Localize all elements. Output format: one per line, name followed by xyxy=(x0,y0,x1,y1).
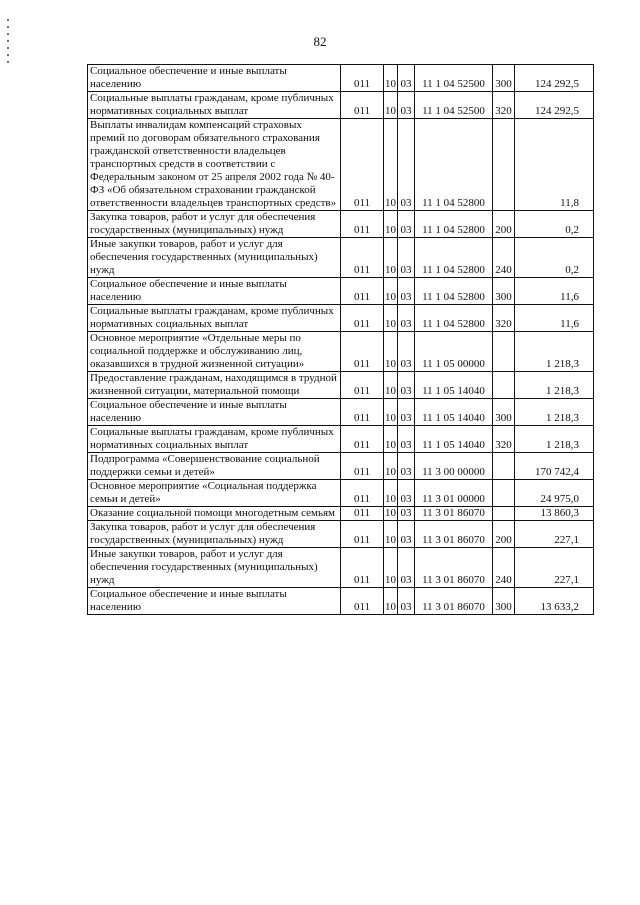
table-row xyxy=(88,119,594,211)
section-code-cell: 10 xyxy=(384,92,398,119)
target-article-cell: 11 3 01 00000 xyxy=(415,480,493,507)
admin-code-cell: 011 xyxy=(341,92,384,119)
subsection-code-cell: 03 xyxy=(398,238,415,278)
row-name-cell: Основное мероприятие «Отдельные меры по социальной поддержке и обслуживанию лиц, оказавшихся в трудной жизненной ситуации» xyxy=(88,332,341,372)
amount-cell: 13 860,3 xyxy=(515,507,594,521)
subsection-code-cell: 03 xyxy=(398,588,415,615)
target-article-cell: 11 1 05 14040 xyxy=(415,372,493,399)
table-row xyxy=(88,453,594,480)
target-article-cell: 11 1 04 52500 xyxy=(415,92,493,119)
admin-code-cell: 011 xyxy=(341,332,384,372)
admin-code-cell: 011 xyxy=(341,453,384,480)
row-name-cell: Предоставление гражданам, находящимся в трудной жизненной ситуации, материальной помощи xyxy=(88,372,341,399)
section-code-cell: 10 xyxy=(384,65,398,92)
expense-type-cell: 320 xyxy=(493,92,515,119)
row-name-cell: Основное мероприятие «Социальная поддержка семьи и детей» xyxy=(88,480,341,507)
section-code-cell: 10 xyxy=(384,119,398,211)
row-name-cell: Подпрограмма «Совершенствование социальной поддержки семьи и детей» xyxy=(88,453,341,480)
amount-cell: 227,1 xyxy=(515,548,594,588)
section-code-cell: 10 xyxy=(384,480,398,507)
amount-cell: 124 292,5 xyxy=(515,92,594,119)
expense-type-cell xyxy=(493,372,515,399)
expense-type-cell: 200 xyxy=(493,211,515,238)
section-code-cell: 10 xyxy=(384,548,398,588)
amount-cell: 1 218,3 xyxy=(515,426,594,453)
target-article-cell: 11 1 04 52800 xyxy=(415,211,493,238)
expense-type-cell xyxy=(493,453,515,480)
expense-type-cell: 320 xyxy=(493,305,515,332)
row-name-cell: Выплаты инвалидам компенсаций страховых премий по договорам обязательного страхования гражданской ответственности владельцев транспортных средств в соответствии с Федеральным законом от 25 апреля 2002 года № 40-ФЗ «Об обязательном страховании гражданской ответственности владельцев транспортных средств» xyxy=(88,119,341,211)
table-row xyxy=(88,211,594,238)
target-article-cell: 11 1 04 52800 xyxy=(415,238,493,278)
table-row xyxy=(88,332,594,372)
subsection-code-cell: 03 xyxy=(398,480,415,507)
amount-cell: 1 218,3 xyxy=(515,372,594,399)
expense-type-cell: 300 xyxy=(493,399,515,426)
subsection-code-cell: 03 xyxy=(398,548,415,588)
row-name-cell: Социальные выплаты гражданам, кроме публичных нормативных социальных выплат xyxy=(88,92,341,119)
page-number: 82 xyxy=(313,34,327,49)
section-code-cell: 10 xyxy=(384,305,398,332)
subsection-code-cell: 03 xyxy=(398,399,415,426)
row-name-cell: Оказание социальной помощи многодетным семьям xyxy=(88,507,341,521)
expense-type-cell: 300 xyxy=(493,65,515,92)
table-row xyxy=(88,305,594,332)
target-article-cell: 11 3 01 86070 xyxy=(415,521,493,548)
target-article-cell: 11 1 04 52800 xyxy=(415,305,493,332)
table-row xyxy=(88,548,594,588)
row-name-cell: Социальное обеспечение и иные выплаты населению xyxy=(88,278,341,305)
table-row xyxy=(88,588,594,615)
target-article-cell: 11 3 01 86070 xyxy=(415,507,493,521)
table-row xyxy=(88,372,594,399)
row-name-cell: Иные закупки товаров, работ и услуг для обеспечения государственных (муниципальных) нужд xyxy=(88,238,341,278)
amount-cell: 170 742,4 xyxy=(515,453,594,480)
section-code-cell: 10 xyxy=(384,453,398,480)
admin-code-cell: 011 xyxy=(341,65,384,92)
target-article-cell: 11 3 01 86070 xyxy=(415,548,493,588)
amount-cell: 24 975,0 xyxy=(515,480,594,507)
table-row xyxy=(88,507,594,521)
section-code-cell: 10 xyxy=(384,211,398,238)
target-article-cell: 11 1 04 52800 xyxy=(415,278,493,305)
section-code-cell: 10 xyxy=(384,238,398,278)
amount-cell: 13 633,2 xyxy=(515,588,594,615)
expense-type-cell xyxy=(493,480,515,507)
section-code-cell: 10 xyxy=(384,426,398,453)
section-code-cell: 10 xyxy=(384,278,398,305)
expense-type-cell: 300 xyxy=(493,278,515,305)
section-code-cell: 10 xyxy=(384,399,398,426)
subsection-code-cell: 03 xyxy=(398,305,415,332)
amount-cell: 0,2 xyxy=(515,211,594,238)
amount-cell: 124 292,5 xyxy=(515,65,594,92)
expense-type-cell xyxy=(493,119,515,211)
row-name-cell: Закупка товаров, работ и услуг для обеспечения государственных (муниципальных) нужд xyxy=(88,521,341,548)
admin-code-cell: 011 xyxy=(341,507,384,521)
table-row xyxy=(88,426,594,453)
section-code-cell: 10 xyxy=(385,507,396,519)
admin-code-cell: 011 xyxy=(341,305,384,332)
amount-cell: 11,6 xyxy=(515,278,594,305)
amount-cell: 227,1 xyxy=(515,521,594,548)
table-row xyxy=(88,399,594,426)
row-name-cell: Социальное обеспечение и иные выплаты населению xyxy=(88,588,341,615)
table-row xyxy=(88,238,594,278)
admin-code-cell: 011 xyxy=(341,238,384,278)
amount-cell: 1 218,3 xyxy=(515,332,594,372)
row-name-cell: Социальное обеспечение и иные выплаты населению xyxy=(88,65,341,92)
target-article-cell: 11 3 01 86070 xyxy=(415,588,493,615)
expense-type-cell xyxy=(493,507,515,521)
expense-type-cell: 240 xyxy=(493,548,515,588)
expense-type-cell: 200 xyxy=(493,521,515,548)
budget-table xyxy=(87,64,594,615)
row-name-cell: Закупка товаров, работ и услуг для обеспечения государственных (муниципальных) нужд xyxy=(88,211,341,238)
subsection-code-cell: 03 xyxy=(398,372,415,399)
subsection-code-cell: 03 xyxy=(398,65,415,92)
expense-type-cell: 320 xyxy=(493,426,515,453)
section-code-cell: 10 xyxy=(384,521,398,548)
table-row xyxy=(88,92,594,119)
subsection-code-cell: 03 xyxy=(398,507,415,521)
table-row xyxy=(88,521,594,548)
admin-code-cell: 011 xyxy=(341,372,384,399)
subsection-code-cell: 03 xyxy=(398,278,415,305)
expense-type-cell xyxy=(493,332,515,372)
target-article-cell: 11 1 05 14040 xyxy=(415,399,493,426)
row-name-cell: Иные закупки товаров, работ и услуг для обеспечения государственных (муниципальных) нужд xyxy=(88,548,341,588)
admin-code-cell: 011 xyxy=(341,426,384,453)
row-name-cell: Социальные выплаты гражданам, кроме публичных нормативных социальных выплат xyxy=(88,426,341,453)
subsection-code-cell: 03 xyxy=(398,521,415,548)
expense-type-cell: 240 xyxy=(493,238,515,278)
target-article-cell: 11 1 04 52500 xyxy=(415,65,493,92)
target-article-cell: 11 1 05 14040 xyxy=(415,426,493,453)
admin-code-cell: 011 xyxy=(341,211,384,238)
amount-cell: 1 218,3 xyxy=(515,399,594,426)
amount-cell: 11,6 xyxy=(515,305,594,332)
table-row xyxy=(88,65,594,92)
admin-code-cell: 011 xyxy=(341,399,384,426)
subsection-code-cell: 03 xyxy=(398,453,415,480)
amount-cell: 0,2 xyxy=(515,238,594,278)
subsection-code-cell: 03 xyxy=(398,211,415,238)
admin-code-cell: 011 xyxy=(341,521,384,548)
admin-code-cell: 011 xyxy=(341,588,384,615)
admin-code-cell: 011 xyxy=(341,278,384,305)
admin-code-cell: 011 xyxy=(341,548,384,588)
subsection-code-cell: 03 xyxy=(398,92,415,119)
amount-cell: 11,8 xyxy=(515,119,594,211)
section-code-cell: 10 xyxy=(384,332,398,372)
target-article-cell: 11 3 00 00000 xyxy=(415,453,493,480)
subsection-code-cell: 03 xyxy=(398,119,415,211)
target-article-cell: 11 1 04 52800 xyxy=(415,119,493,211)
section-code-cell: 10 xyxy=(384,588,398,615)
subsection-code-cell: 03 xyxy=(398,426,415,453)
admin-code-cell: 011 xyxy=(341,119,384,211)
row-name-cell: Социальное обеспечение и иные выплаты населению xyxy=(88,399,341,426)
subsection-code-cell: 03 xyxy=(398,332,415,372)
row-name-cell: Социальные выплаты гражданам, кроме публичных нормативных социальных выплат xyxy=(88,305,341,332)
section-code-cell: 10 xyxy=(384,372,398,399)
admin-code-cell: 011 xyxy=(341,480,384,507)
expense-type-cell: 300 xyxy=(493,588,515,615)
table-row xyxy=(88,278,594,305)
target-article-cell: 11 1 05 00000 xyxy=(415,332,493,372)
table-row xyxy=(88,480,594,507)
